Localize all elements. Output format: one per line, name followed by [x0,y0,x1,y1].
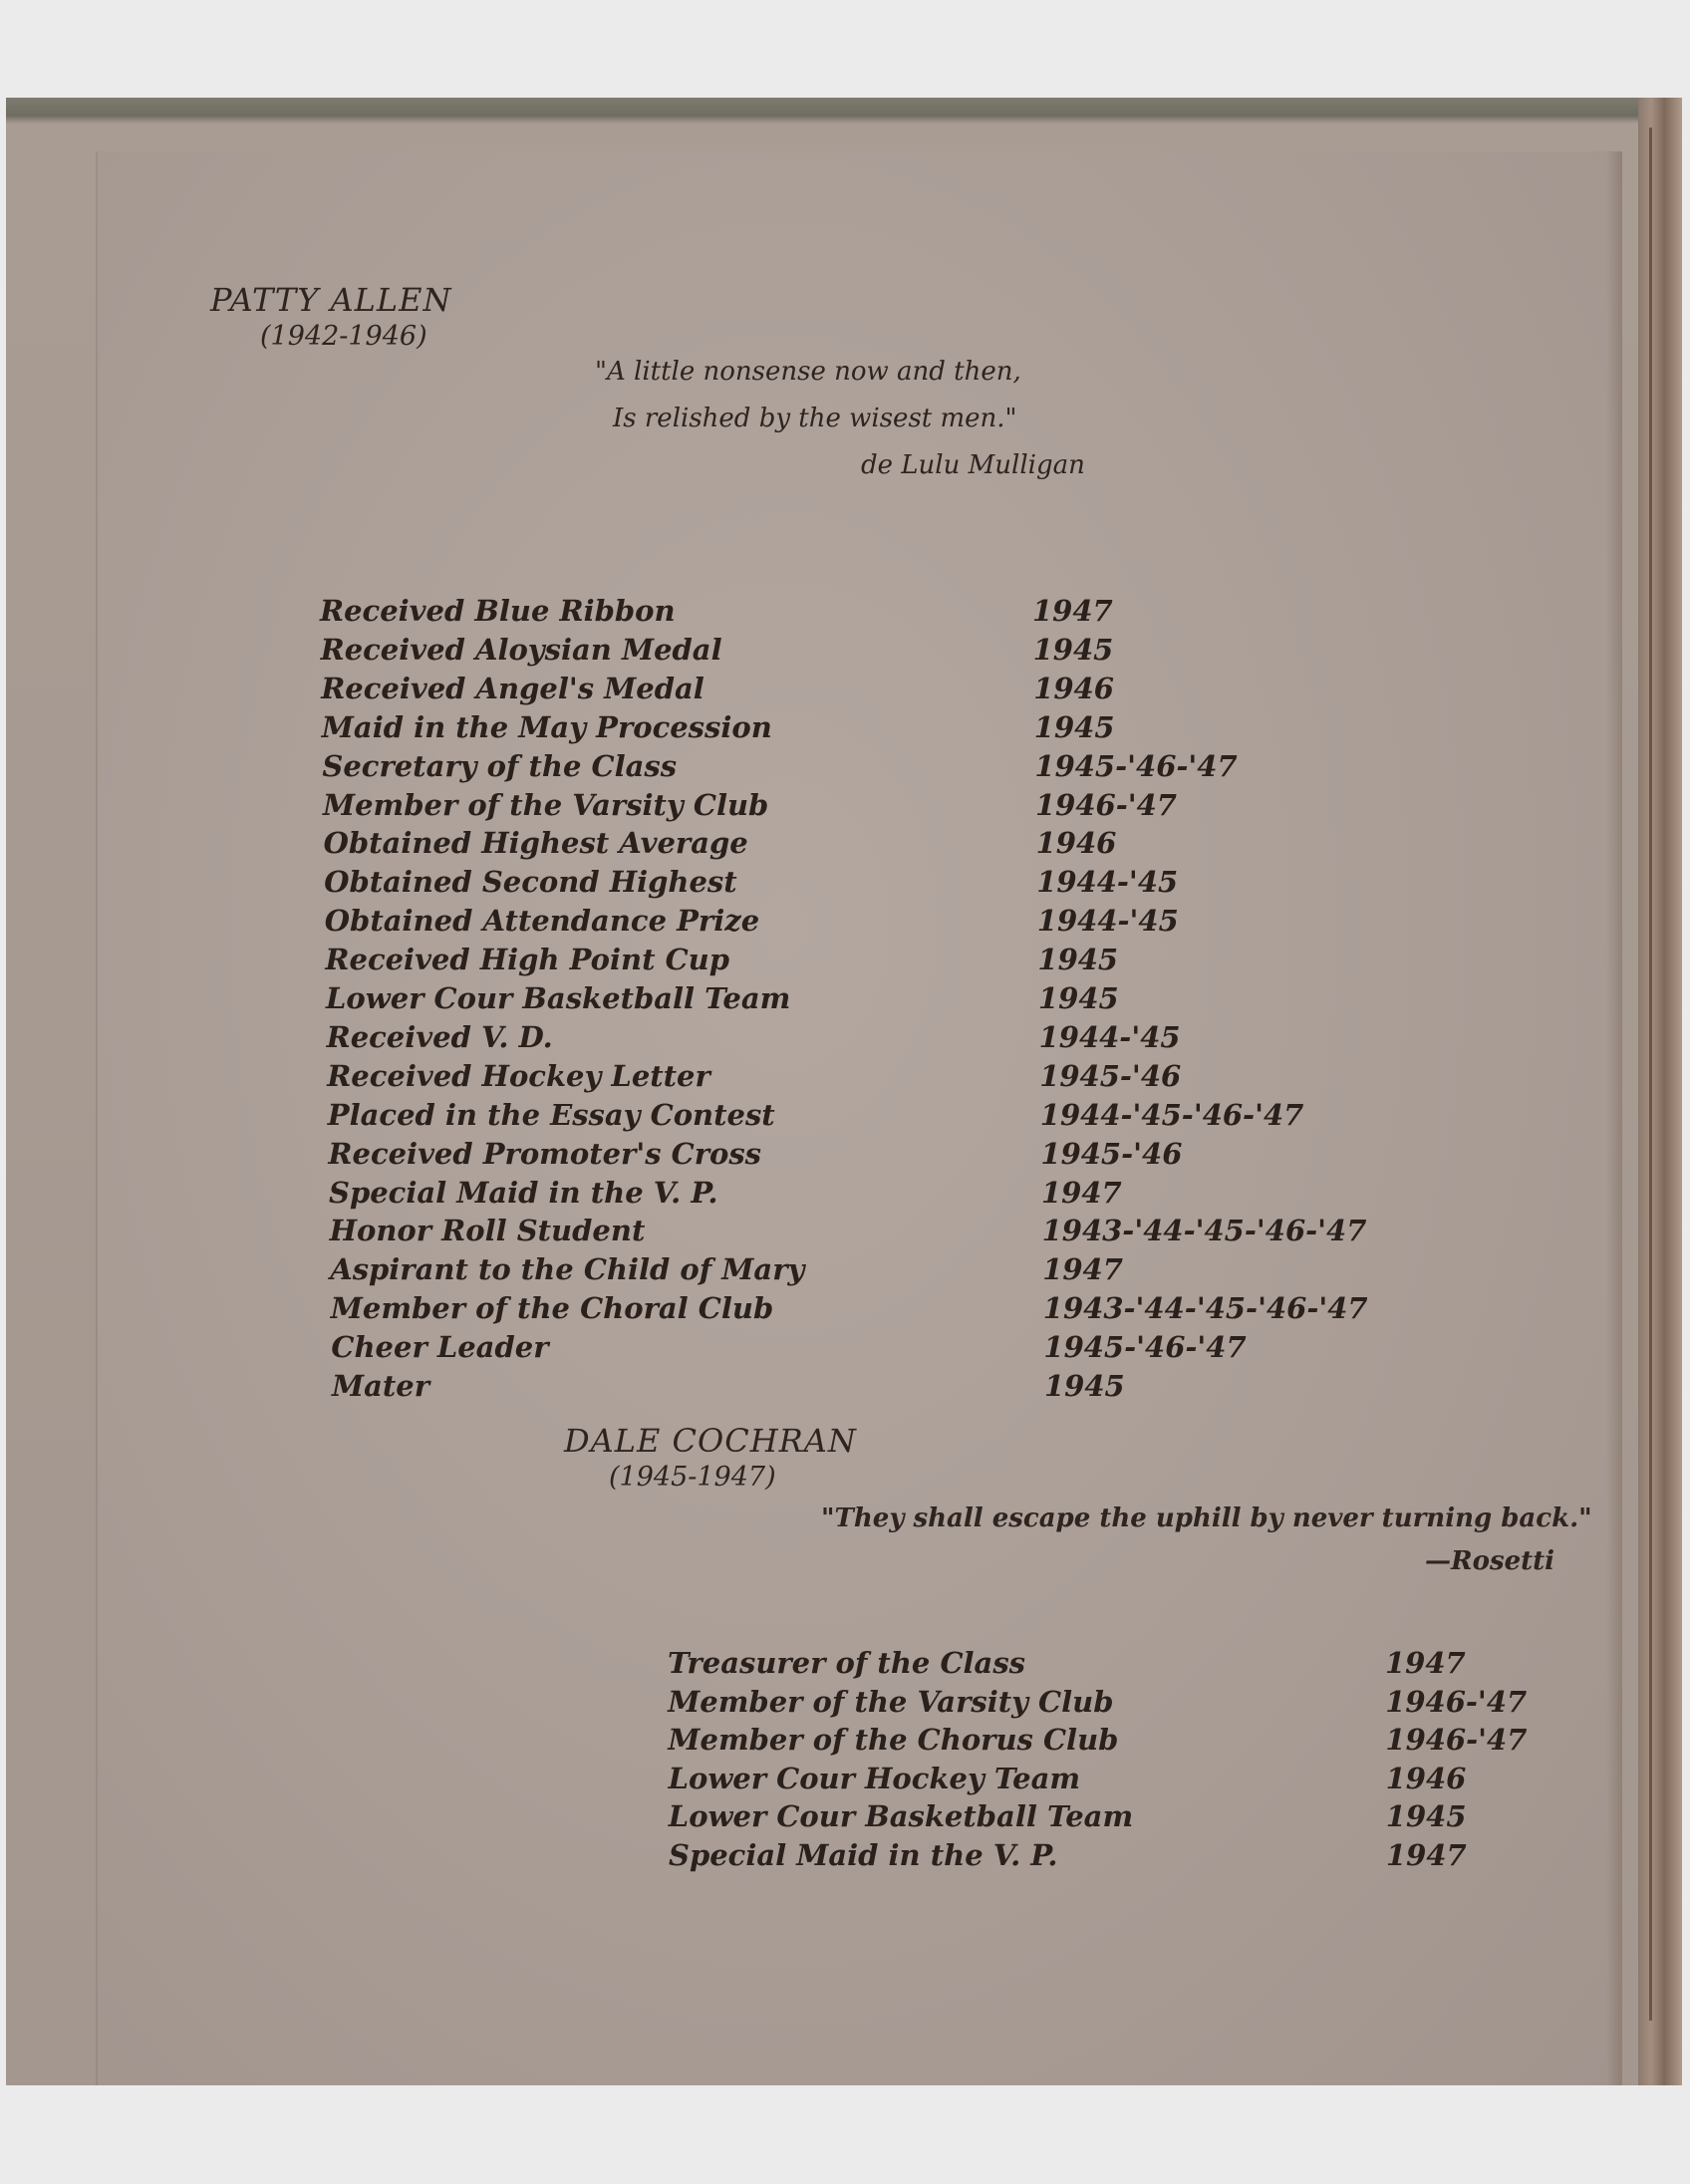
student-name: PATTY ALLEN [210,281,452,319]
honor-title: Placed in the Essay Contest [327,1097,775,1132]
honor-row [326,979,1119,1017]
honor-row [324,902,1179,940]
honor-title: Received High Point Cup [325,943,730,977]
honor-year: 1945-'46-'47 [1043,1330,1247,1365]
honor-row [321,670,1114,707]
honor-row [669,1836,1467,1874]
honor-row [331,1328,1247,1366]
honor-title: Cheer Leader [331,1330,549,1365]
honor-row [323,786,1177,824]
binding-edge [1649,128,1652,2021]
honor-title: Received Promoter's Cross [328,1136,761,1171]
student-years: (1942-1946) [260,321,427,352]
honor-year: 1945 [1385,1799,1467,1834]
honor-row [332,1367,1125,1405]
honor-row [322,747,1238,785]
honor-title: Received V. D. [326,1019,553,1054]
honor-year: 1945 [1033,709,1115,744]
honor-title: Maid in the May Procession [321,709,772,744]
paper-page [98,151,1622,2085]
quote-line: "A little nonsense now and then, [595,357,1021,387]
honor-year: 1946 [1035,826,1117,861]
honor-row [324,863,1179,901]
quote-line: Is relished by the wisest men." [613,404,1017,433]
honor-row [668,1683,1528,1721]
honor-title: Aspirant to the Child of Mary [330,1252,805,1287]
honor-title: Lower Cour Hockey Team [668,1761,1081,1795]
honor-year: 1944-'45 [1036,865,1179,900]
honor-year: 1947 [1042,1252,1123,1287]
honor-year: 1945 [1038,981,1119,1015]
honor-title: Obtained Attendance Prize [324,904,760,939]
quote-attribution: —Rosetti [1425,1546,1555,1576]
honor-title: Secretary of the Class [322,748,678,783]
honor-title: Received Aloysian Medal [320,632,722,667]
honor-year: 1947 [1032,594,1113,628]
honor-row [321,708,1115,746]
honor-row [320,631,1114,669]
honor-title: Obtained Second Highest [324,865,737,900]
honor-year: 1945 [1044,1369,1125,1403]
honor-year: 1947 [1041,1175,1122,1210]
honor-year: 1944-'45 [1038,1019,1181,1054]
honor-row [668,1797,1467,1835]
student-name: DALE COCHRAN [564,1422,857,1460]
honor-row [668,1721,1528,1759]
honor-title: Member of the Varsity Club [323,787,769,822]
honor-row [329,1212,1367,1249]
quote-line: "They shall escape the uphill by never turning back." [821,1503,1592,1533]
honor-row [328,1135,1183,1173]
honor-row [668,1760,1467,1797]
honor-title: Honor Roll Student [329,1214,646,1248]
honor-year: 1946-'47 [1385,1723,1528,1758]
honor-year: 1946-'47 [1385,1684,1528,1719]
book-spine [1638,98,1682,2085]
honor-year: 1946-'47 [1035,787,1177,822]
honor-title: Member of the Varsity Club [668,1684,1114,1719]
honor-row [323,824,1117,862]
honor-title: Member of the Choral Club [330,1291,774,1326]
honor-year: 1945-'46-'47 [1034,748,1238,783]
honor-title: Treasurer of the Class [668,1646,1025,1680]
honor-title: Special Maid in the V. P. [329,1175,718,1210]
honor-title: Received Hockey Letter [327,1058,710,1093]
quote-attribution: de Lulu Mulligan [861,450,1085,480]
honor-year: 1945 [1032,632,1114,667]
honor-year: 1945-'46 [1039,1058,1182,1093]
honor-row [327,1057,1182,1095]
page-edge-shadow [1606,151,1622,2085]
honor-year: 1943-'44-'45-'46-'47 [1042,1291,1368,1326]
honor-year: 1946 [1385,1761,1467,1795]
honor-year: 1945-'46 [1040,1136,1183,1171]
honor-row [668,1644,1466,1682]
scanned-yearbook-page [6,98,1682,2085]
honor-row [320,592,1113,630]
honor-year: 1943-'44-'45-'46-'47 [1041,1214,1367,1248]
honor-year: 1944-'45 [1036,904,1179,939]
honor-row [329,1174,1122,1212]
honor-row [326,1018,1181,1056]
honor-title: Received Angel's Medal [321,671,704,705]
honor-year: 1945 [1037,943,1119,977]
honor-title: Mater [332,1369,430,1403]
honor-year: 1946 [1033,671,1114,705]
honor-row [330,1250,1123,1288]
honor-title: Member of the Chorus Club [668,1723,1119,1758]
honor-row [327,1096,1304,1134]
honor-year: 1944-'45-'46-'47 [1039,1097,1304,1132]
honor-row [330,1289,1368,1327]
honor-year: 1947 [1386,1838,1467,1872]
honor-title: Special Maid in the V. P. [669,1838,1058,1872]
honor-row [325,941,1119,978]
honor-year: 1947 [1385,1646,1466,1680]
honor-title: Received Blue Ribbon [320,594,676,628]
honor-title: Lower Cour Basketball Team [668,1799,1134,1834]
student-years: (1945-1947) [609,1462,776,1493]
honor-title: Lower Cour Basketball Team [326,981,791,1015]
honor-title: Obtained Highest Average [323,826,748,861]
